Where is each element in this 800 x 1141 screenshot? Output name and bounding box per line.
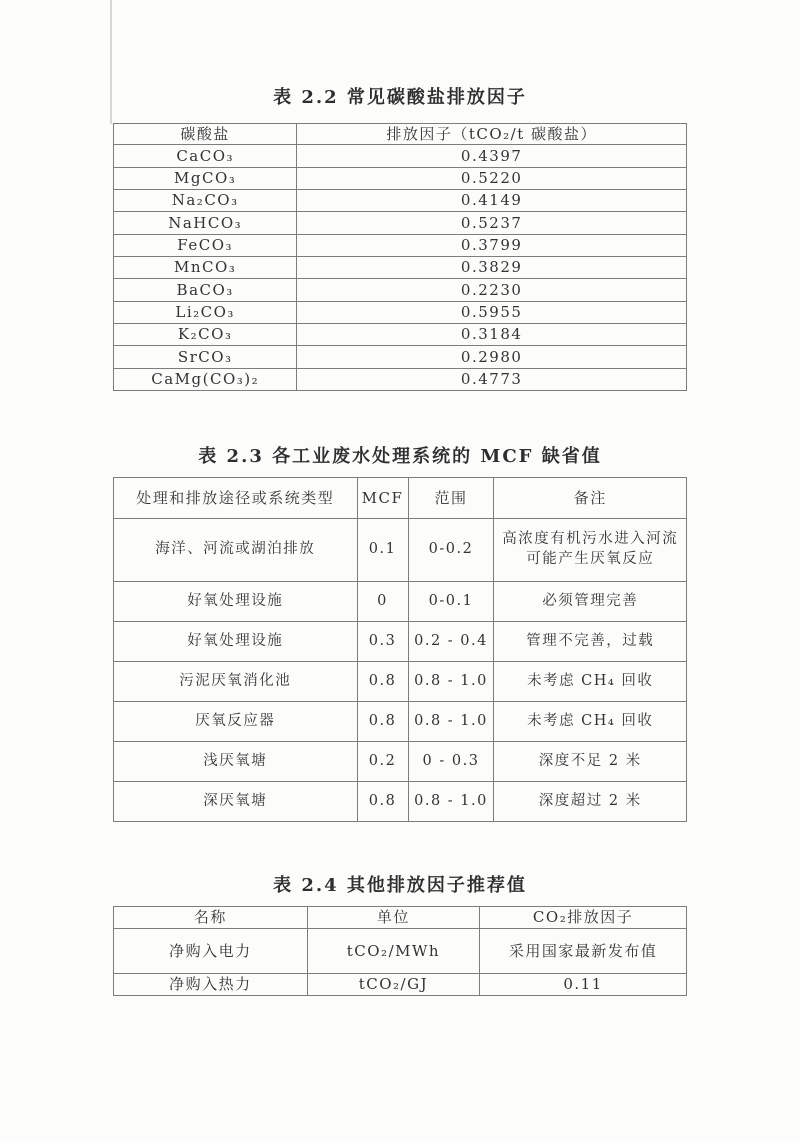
table-cell: 净购入电力 xyxy=(114,929,308,974)
header-cell: 备注 xyxy=(494,478,687,519)
table-cell: 深度不足 2 米 xyxy=(494,742,687,782)
table-cell: 0.8 - 1.0 xyxy=(408,782,494,822)
table-cell: 好氧处理设施 xyxy=(114,622,358,662)
table-cell: 0.5955 xyxy=(297,301,687,323)
header-cell: 排放因子（tCO₂/t 碳酸盐） xyxy=(297,124,687,145)
table-cell: 必须管理完善 xyxy=(494,582,687,622)
table-row xyxy=(114,742,687,782)
table-2-2-title: 表 2.2 常见碳酸盐排放因子 xyxy=(273,87,527,108)
table-cell: Li₂CO₃ xyxy=(114,301,297,323)
table-cell: NaHCO₃ xyxy=(114,212,297,234)
table-header-row xyxy=(114,907,687,929)
table-cell: 0-0.2 xyxy=(408,519,494,582)
header-cell: 碳酸盐 xyxy=(114,124,297,145)
table-cell: 0 xyxy=(357,582,408,622)
table-row xyxy=(114,782,687,822)
table-cell: Na₂CO₃ xyxy=(114,189,297,211)
table-cell: 0.3829 xyxy=(297,256,687,278)
table-cell: 高浓度有机污水进入河流可能产生厌氧反应 xyxy=(494,519,687,582)
table-cell: FeCO₃ xyxy=(114,234,297,256)
table-cell: 0.4773 xyxy=(297,368,687,390)
table-cell: 0.2 - 0.4 xyxy=(408,622,494,662)
table-cell: 0.2 xyxy=(357,742,408,782)
table-cell: CaMg(CO₃)₂ xyxy=(114,368,297,390)
header-cell: CO₂排放因子 xyxy=(480,907,687,929)
table-cell: tCO₂/MWh xyxy=(307,929,479,974)
table-header-row xyxy=(114,478,687,519)
table-row xyxy=(114,301,687,323)
table-cell: 0.5237 xyxy=(297,212,687,234)
header-cell: 单位 xyxy=(307,907,479,929)
table-cell: 浅厌氧塘 xyxy=(114,742,358,782)
table-cell: 0.3184 xyxy=(297,323,687,345)
table-row xyxy=(114,167,687,189)
table-cell: 净购入热力 xyxy=(114,974,308,996)
table-cell: CaCO₃ xyxy=(114,145,297,167)
table-row xyxy=(114,279,687,301)
table-row xyxy=(114,323,687,345)
table-cell: BaCO₃ xyxy=(114,279,297,301)
header-cell: 名称 xyxy=(114,907,308,929)
table-2-3-title: 表 2.3 各工业废水处理系统的 MCF 缺省值 xyxy=(198,446,602,467)
table-cell: 0-0.1 xyxy=(408,582,494,622)
table-cell: 污泥厌氧消化池 xyxy=(114,662,358,702)
table-row xyxy=(114,974,687,996)
table-cell: 0.8 - 1.0 xyxy=(408,662,494,702)
table-cell: tCO₂/GJ xyxy=(307,974,479,996)
table-cell: K₂CO₃ xyxy=(114,323,297,345)
mcf-default-values-table xyxy=(113,477,687,822)
table-row xyxy=(114,662,687,702)
table-cell: 0.8 xyxy=(357,662,408,702)
table-cell: 未考虑 CH₄ 回收 xyxy=(494,662,687,702)
table-cell: 厌氧反应器 xyxy=(114,702,358,742)
table-cell: 0.8 - 1.0 xyxy=(408,702,494,742)
table-cell: 管理不完善，过载 xyxy=(494,622,687,662)
table-row xyxy=(114,582,687,622)
table-cell: 0.2980 xyxy=(297,346,687,368)
table-cell: 0.2230 xyxy=(297,279,687,301)
table-row xyxy=(114,702,687,742)
table-cell: 好氧处理设施 xyxy=(114,582,358,622)
table-cell: 0.3799 xyxy=(297,234,687,256)
table-row xyxy=(114,368,687,390)
table-cell: 深度超过 2 米 xyxy=(494,782,687,822)
header-cell: 处理和排放途径或系统类型 xyxy=(114,478,358,519)
table-row xyxy=(114,622,687,662)
table-row xyxy=(114,145,687,167)
table-cell: 0.11 xyxy=(480,974,687,996)
table-row xyxy=(114,256,687,278)
table-cell: 0.4149 xyxy=(297,189,687,211)
header-cell: 范围 xyxy=(408,478,494,519)
table-2-4-title: 表 2.4 其他排放因子推荐值 xyxy=(273,875,527,896)
table-cell: MgCO₃ xyxy=(114,167,297,189)
table-row xyxy=(114,212,687,234)
table-cell: MnCO₃ xyxy=(114,256,297,278)
table-cell: 采用国家最新发布值 xyxy=(480,929,687,974)
table-cell: 深厌氧塘 xyxy=(114,782,358,822)
table-cell: 0.3 xyxy=(357,622,408,662)
carbonate-emission-factors-table xyxy=(113,123,687,391)
table-header-row xyxy=(114,124,687,145)
table-cell: 0 - 0.3 xyxy=(408,742,494,782)
table-row xyxy=(114,189,687,211)
header-cell: MCF xyxy=(357,478,408,519)
table-cell: 0.8 xyxy=(357,702,408,742)
table-cell: 0.5220 xyxy=(297,167,687,189)
table-cell: 0.4397 xyxy=(297,145,687,167)
table-row xyxy=(114,346,687,368)
other-emission-factors-table xyxy=(113,906,687,996)
table-row xyxy=(114,519,687,582)
table-cell: 未考虑 CH₄ 回收 xyxy=(494,702,687,742)
table-cell: 0.1 xyxy=(357,519,408,582)
table-cell: 0.8 xyxy=(357,782,408,822)
table-cell: SrCO₃ xyxy=(114,346,297,368)
table-row xyxy=(114,929,687,974)
table-row xyxy=(114,234,687,256)
table-cell: 海洋、河流或湖泊排放 xyxy=(114,519,358,582)
